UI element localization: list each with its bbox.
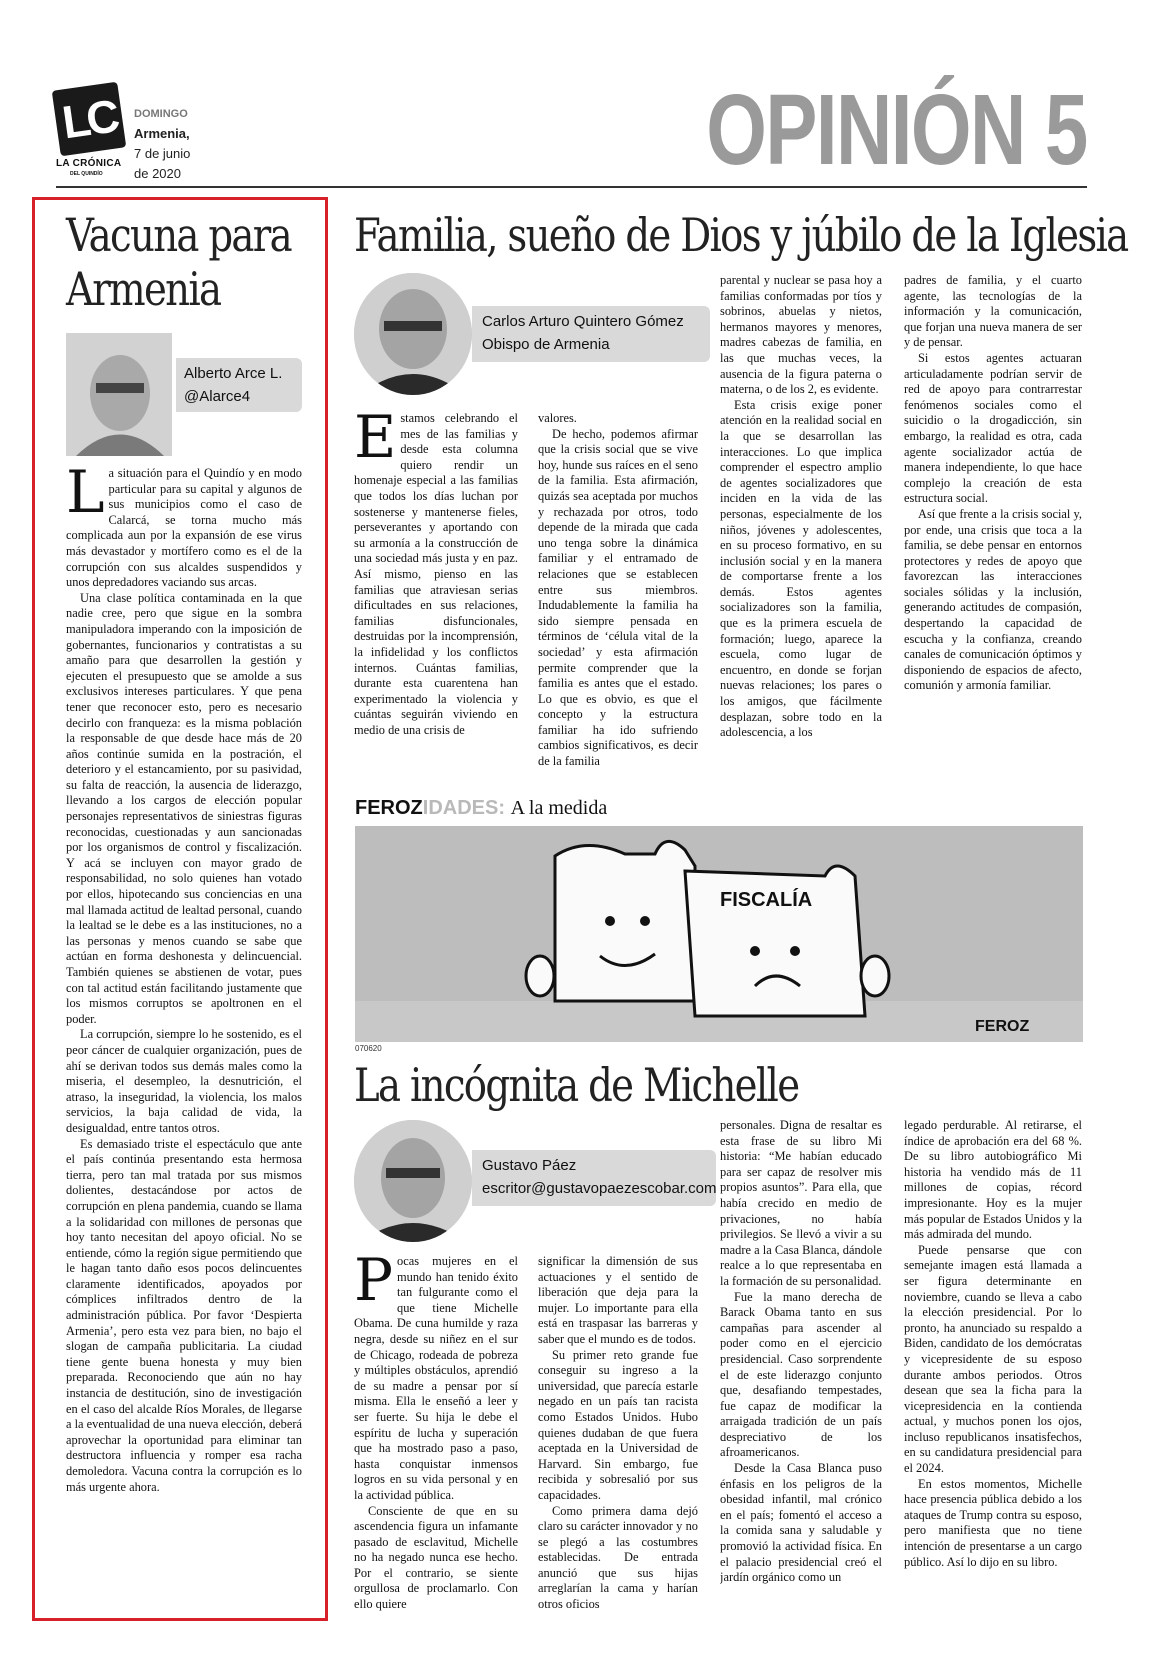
article2-col2 <box>538 411 698 783</box>
section-title: OPINIÓN 5 <box>706 74 1087 186</box>
article3-title: La incógnita de Michelle <box>354 1058 799 1112</box>
cartoon-signature: FEROZ <box>975 1018 1030 1035</box>
article3-col1 <box>354 1254 518 1620</box>
author-name: Carlos Arturo Quintero Gómez <box>482 313 684 330</box>
article2-col3 <box>720 273 882 783</box>
issue-date-line2: de 2020 <box>134 166 181 181</box>
paragraph: Así que frente a la crisis social y, por ende, una crisis que toca a la familia, se debe pensar en entornos protectores y redes de apoyo que favorezcan las interacciones sociales sólidas y la inclusión, generando actitudes de compasión, despertando la capacidad de escucha y la confianza, creando canales de comunicación óptimos y disponiendo de espacios de afecto, comunión y armonía familiar. <box>904 506 1082 693</box>
author-email: escritor@gustavopaezescobar.com <box>482 1180 717 1197</box>
paragraph: La situación para el Quindío y en modo particular para su capital y algunos de sus municipios como el caso de Calarcá, se torna mucho más complicada aun por la expansión de ese virus más devastador y mortífero como es el de la corrupción con sus alcaldes suspendidos y unos depredadores vaciando sus arcas. <box>66 466 302 590</box>
masthead-rule <box>56 186 1087 188</box>
drop-cap: E <box>354 411 397 471</box>
logo-sub: DEL QUINDÍO <box>70 171 103 177</box>
drop-cap: P <box>354 1254 394 1314</box>
article3-col4 <box>904 1118 1082 1620</box>
paragraph: Puede pensarse que con semejante imagen está llamada a ser figura determinante en noviembre, cuando se lleva a cabo la elección presidencial. Por lo pronto, ha anunciado su respaldo a Biden, candidato de los demócratas y vicepresidente de su esposo durante ambos periodos. Otros desean que sea la ficha para la vicepresidencia en la contienda actual, y muchos ponen los ojos, incluso republicanos insatisfechos, en su candidatura presidencial para el 2024. <box>904 1242 1082 1476</box>
author-name: Gustavo Páez <box>482 1157 577 1174</box>
paragraph: Fue la mano derecha de Barack Obama tanto en sus campañas para ascender al poder como en el ejercicio presidencial. Caso sorprendente el de este liderazgo conjunto que, desafiando tempestades, fue capaz de modificar la arraigada tradición de un país despreciativo de los afroamericanos. <box>720 1289 882 1460</box>
paragraph: La corrupción, siempre lo he sostenido, es el peor cáncer de cualquier organización, pues de ahí se derivan todos sus demás males como la miseria, el desempleo, la desnutrición, el atraso, la inseguridad, la violencia, los malos servicios, la baja calidad de vida, la desigualdad, entre tantos otros. <box>66 1027 302 1135</box>
paragraph: Esta crisis exige poner atención en la realidad social en la que se desarrollan las interacciones. Lo que implica comprender el espectro amplio de agentes socializadores que inciden en la vida de las personas, especialmente de los niños, jóvenes y adolescentes, en su proceso formativo, en su inclusión social y en la manera de comportarse frente a los demás. Estos agentes socializadores son la familia, que es la primera escuela de formación; luego, aparece la escuela, como lugar de encuentro, en donde se forjan nuevas relaciones; los pares o los amigos, que fácilmente desplazan, sobre todo en la adolescencia, a los <box>720 397 882 740</box>
paragraph: Consciente de que en su ascendencia figura un infamante pasado de esclavitud, Michelle no ha negado nunca ese hecho. Por el contrario, se siente orgullosa de proclamarlo. Con ello quiere <box>354 1503 518 1612</box>
paragraph: Desde la Casa Blanca puso énfasis en los peligros de la obesidad infantil, mal crónico en el país; fomentó el acceso a la comida sana y saludable y promovió la actividad física. En el palacio presidencial creó el jardín orgánico como un <box>720 1461 882 1585</box>
paragraph: Una clase política contaminada en la que nadie cree, pero que sigue en la sombra manipuladora imperando con la imposición de gobernantes, funcionarios y contratistas a su amaño para que desarrollen la gestión y ejecuten el presupuesto que se amolde a sus exclusivos intereses particulares. Y que pena tener que reconocer esto, pero es necesario decirlo con franqueza: es la misma población la responsable de que desde hace más de 20 años continúe sumida en la postración, el deterioro y el estancamiento, por su pasividad, su falta de reacción, la ausencia de liderazgo, llevando a los cargos de elección popular personajes representativos de siniestras figuras reconocidas, cuestionadas y aun sancionadas por los organismos de control y fiscalización. Y acá se incluyen con mayor grado de responsabilidad, no solo quienes han votado por ellos, hipotecando sus conciencias en una mal llamada actitud de lealtad personal, cuando la lealtad se le debe es a las instituciones, no a las personas y menos cuando se sabe que actúan en forma deshonesta y delincuencial. También quienes se abstienen de votar, pues con tal actitud están facilitando justamente que los mismos corruptos se apoltronen en el poder. <box>66 590 302 1026</box>
author-handle: @Alarce4 <box>184 388 251 405</box>
cartoon <box>355 826 1083 1042</box>
logo-letters: LC <box>58 89 120 149</box>
cartoon-subtitle: A la medida <box>510 797 608 819</box>
byline-paez <box>472 1150 716 1206</box>
paragraph: padres de familia, y el cuarto agente, las tecnologías de la información y la comunicación, que forjan una nueva manera de ser y de pensar. <box>904 273 1082 350</box>
paragraph: significar la dimensión de sus actuaciones y el sentido de liberación que deja para la mujer. Lo importante para ella está en traspasar las barreras y saber que el mundo es de todos. <box>538 1254 698 1346</box>
issue-city: Armenia, <box>134 126 190 141</box>
byline-arce <box>176 358 302 412</box>
paragraph: Su primer reto grande fue conseguir su ingreso a la universidad, que parecía estarle negado en un país tan racista como Estados Unidos. Hubo quienes dudaban de que fuera aceptada en la Universidad de Harvard. Sin embargo, fue recibida y sobresalió por sus capacidades. <box>538 1347 698 1502</box>
author-role: Obispo de Armenia <box>482 336 610 353</box>
article3-col3 <box>720 1118 882 1620</box>
author-name: Alberto Arce L. <box>184 365 283 382</box>
paragraph: Pocas mujeres en el mundo han tenido éxito tan fulgurante como el que tiene Michelle Obama. De cuna humilde y raza negra, desde su niñez en el sur de Chicago, rodeada de pobreza y múltiples obstáculos, aprendió de su madre a pensar por sí misma. Ella le enseñó a leer y ser fuerte. Su hija le debe el espíritu de lucha y superación que ha mostrado paso a paso, hasta conquistar inmensos logros en su vida personal y en la actividad pública. <box>354 1254 518 1502</box>
article1-title-line2: Armenia <box>66 262 221 316</box>
paragraph: De hecho, podemos afirmar que la crisis social que se vive hoy, hunde sus raíces en el seno de la familia. Esta afirmación, quizás sea aceptada por muchos y rechazada por otros, todo depende de la mirada que cada uno tenga sobre la dinámica familiar y el entramado de relaciones que se establecen entre sus miembros. Indudablemente la familia ha sido siempre pensada en términos de ‘célula vital de la sociedad’ y esta afirmación permite comprender que la familia es antes que el estado. Lo que es obvio, es que el concepto y la estructura familiar ha ido sufriendo cambios significativos, es decir de la familia <box>538 426 698 769</box>
cartoon-label-bold: FEROZ <box>355 797 423 819</box>
issue-day: DOMINGO <box>134 108 188 120</box>
paragraph: Es demasiado triste el espectáculo que ante el país continúa presentando esta hermosa tierra, pero tan mal tratada por sus mismos dolientes, destacándose por actos de corrupción en plena pandemia, cuando se llama a la solidaridad con millones de personas que hoy tanto necesitan del apoyo oficial. No se entiende, cómo la región sigue permitiendo que le hagan tanto daño esos pocos delincuentes claramente identificados, apoyados por cómplices infiltrados dentro de la administración pública. Por favor ‘Despierta Armenia’, pero esta vez para bien, no bajo el slogan de campaña publicitaria. La ciudad tiene gente buena honesta y muy bien preparada. Reconociendo que aún no hay instancia de destitución, sino de investigación en el caso del alcalde Ríos Morales, de llegarse a la eventualidad de una nueva elección, deberá aprovechar la oportunidad para eliminar tan destructora influencia y romper esa racha demoledora. Vacuna contra la corrupción es lo más urgente ahora. <box>66 1136 302 1494</box>
article2-col1 <box>354 411 518 783</box>
cartoon-code: 070620 <box>355 1044 382 1053</box>
paragraph: legado perdurable. Al retirarse, el índice de aprobación era del 68 %. De su libro autobiográfico Mi historia ha vendido más de 11 millones de copias, récord impresionante. Hoy es la mujer más popular de Estados Unidos y la más admirada del mundo. <box>904 1118 1082 1242</box>
drop-cap: L <box>66 466 105 526</box>
cartoon-label <box>355 797 607 820</box>
article2-title: Familia, sueño de Dios y júbilo de la Iglesia <box>354 208 1128 262</box>
paragraph: valores. <box>538 411 577 425</box>
article1-title <box>66 208 291 316</box>
cartoon-sign: FISCALÍA <box>720 889 813 911</box>
cartoon-label-light: IDADES: <box>422 797 506 819</box>
logo-name: LA CRÓNICA <box>56 158 122 169</box>
paragraph: Si estos agentes actuaran articuladamente podrían servir de red de apoyo para contrarrestar fenómenos sociales como el suicidio o la drogadicción, sin embargo, la realidad es otra, cada agente socializador actúa de manera independiente, lo que hace complejo la creación de esta estructura social. <box>904 350 1082 506</box>
paragraph: Como primera dama dejó claro su carácter innovador y no se plegó a las costumbres establecidas. De entrada anunció que sus hijas arreglarían la cama y harían otros oficios <box>538 1503 698 1612</box>
cartoon-illustration <box>355 826 1083 1042</box>
article2-col4 <box>904 273 1082 783</box>
author-photo-quintero <box>354 273 472 395</box>
author-photo-arce <box>66 333 172 456</box>
article3-col2 <box>538 1254 698 1620</box>
author-photo-paez <box>354 1120 472 1242</box>
issue-date <box>134 104 190 184</box>
paragraph: personales. Digna de resaltar es esta frase de su libro Mi historia: “Me habían educado para ser capaz de resolver mis propios asuntos”. Para ella, que había crecido en medio de privaciones, no había privilegios. Se llevó a vivir a su madre a la Casa Blanca, dándole realce a lo que representaba en la formación de su personalidad. <box>720 1118 882 1288</box>
paragraph: parental y nuclear se pasa hoy a familias conformadas por tíos y sobrinos, abuelas y nietos, hermanos mayores y menores, madres cabezas de familia, en las que muchas veces, la ausencia de la figura paterna o materna, o de los 2, es evidente. <box>720 273 882 397</box>
article1-body <box>66 466 302 1616</box>
paragraph: Estamos celebrando el mes de las familias y desde esta columna quiero rendir un homenaje especial a las familias que todos los días luchan por sostenerse y mantenerse fieles, perseverantes y aportando con su armonía a la construcción de una sociedad más justa y en paz. Así mismo, pienso en las familias que atraviesan serias dificultades en sus relaciones, familias disfuncionales, destruidas por la incomprensión, la infidelidad y los conflictos internos. Cuántas familias, durante esta cuarentena han experimentado la violencia y cuántas seguirán viviendo en medio de una crisis de <box>354 411 518 737</box>
issue-date-line1: 7 de junio <box>134 146 191 161</box>
byline-quintero <box>472 306 710 362</box>
paragraph: En estos momentos, Michelle hace presencia pública debido a los ataques de Trump contra su esposo, pero manifiesta que no tiene intención de presentarse a un cargo público. Así lo dijo en su libro. <box>904 1476 1082 1569</box>
article1-title-line1: Vacuna para <box>66 208 291 262</box>
